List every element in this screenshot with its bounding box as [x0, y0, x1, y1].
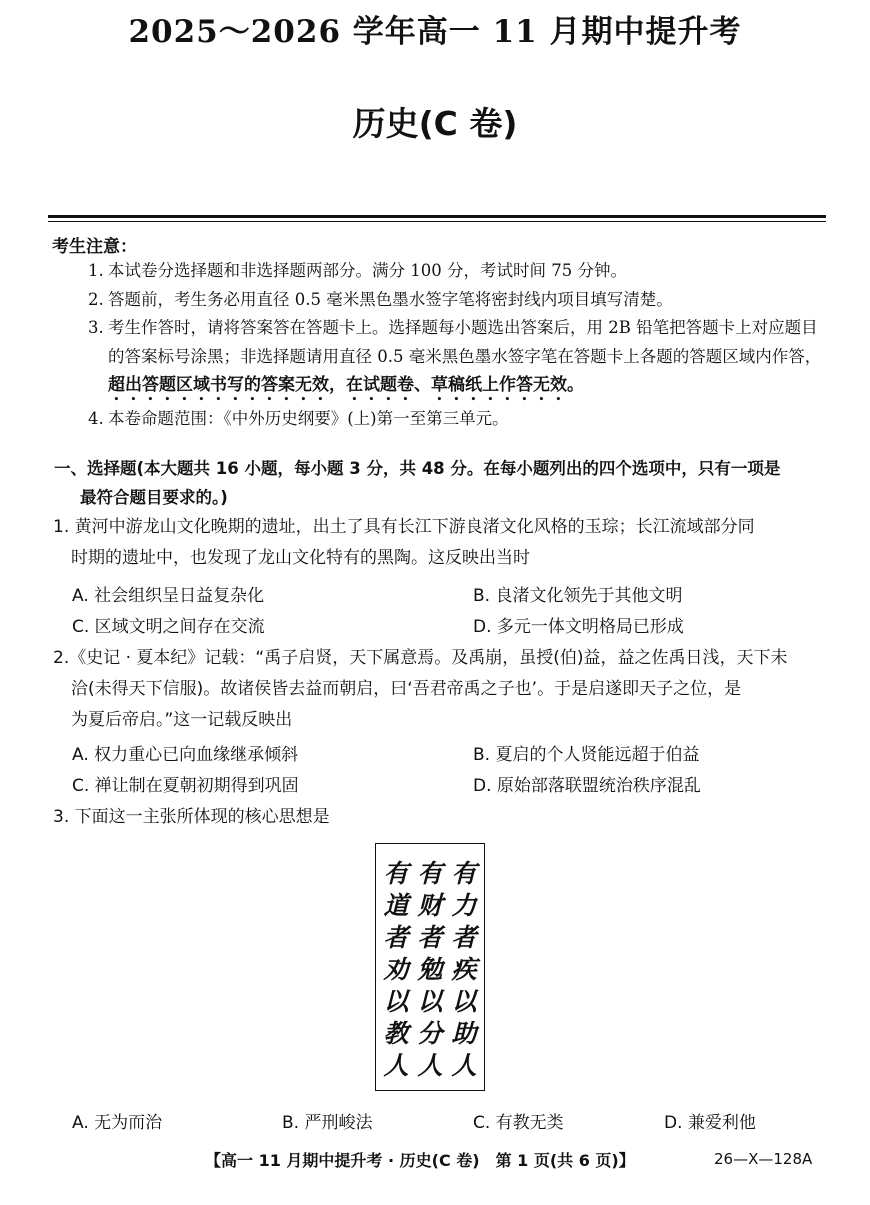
notice-item: [88, 405, 828, 434]
question-2-line3: 为夏后帝启。”这一记载反映出: [71, 710, 293, 730]
question-2-option-d[interactable]: D. 原始部落联盟统治秩序混乱: [473, 776, 701, 796]
question-3-option-c[interactable]: C. 有教无类: [473, 1113, 564, 1133]
notice-emphasis: 超出答题区域书写的答案无效，在试题卷、草稿纸上作答无效。: [108, 375, 584, 395]
question-2-line2: 洽(未得天下信服)。故诸侯皆去益而朝启，曰‘吾君帝禹之子也’。于是启遂即天子之位，是: [71, 679, 742, 699]
question-3-option-b[interactable]: B. 严刑峻法: [282, 1113, 373, 1133]
notice-item-number: 1.: [88, 261, 104, 280]
notice-item: [88, 314, 828, 405]
notice-item-number: 2.: [88, 289, 104, 309]
subject-title: 历史(C 卷): [352, 104, 518, 143]
question-1-option-d[interactable]: D. 多元一体文明格局已形成: [473, 617, 684, 637]
question-1-option-a[interactable]: A. 社会组织呈日益复杂化: [72, 586, 265, 606]
question-1-option-c[interactable]: C. 区域文明之间存在交流: [72, 617, 265, 637]
notice-item-text: 本试卷分选择题和非选择题两部分。满分 100 分，考试时间 75 分钟。: [108, 261, 627, 280]
question-2-line1: 2.《史记 · 夏本纪》记载：“禹子启贤，天下属意焉。及禹崩，虽授(伯)益，益之佐禹日浅，天下未: [53, 648, 788, 668]
question-2-stem: [53, 643, 828, 736]
notice-list: [88, 257, 828, 434]
calligraphy-image: [375, 843, 485, 1091]
question-1-line2: 时期的遗址中，也发现了龙山文化特有的黑陶。这反映出当时: [71, 548, 530, 568]
question-3-stem: [53, 802, 828, 833]
notice-item: [88, 257, 828, 286]
notice-item-text: 本卷命题范围：《中外历史纲要》(上)第一至第三单元。: [108, 409, 509, 428]
section-heading-line2: 最符合题目要求的。): [80, 488, 228, 507]
section-heading: [54, 454, 830, 512]
calligraphy-column-3: 有道者劝以教人: [383, 859, 409, 1080]
question-2-option-a[interactable]: A. 权力重心已向血缘继承倾斜: [72, 745, 299, 765]
notice-item: [88, 286, 828, 315]
question-2: [53, 643, 828, 736]
question-1-option-b[interactable]: B. 良渚文化领先于其他文明: [473, 586, 683, 606]
question-2-option-b[interactable]: B. 夏启的个人贤能远超于伯益: [473, 745, 700, 765]
paper-code: 26—X—128A: [714, 1150, 813, 1168]
notice-item-number: 3.: [88, 318, 104, 337]
page-footer: 【高一 11 月期中提升考 · 历史(C 卷) 第 1 页(共 6 页)】: [205, 1151, 635, 1170]
notice-item-number: 4.: [88, 409, 104, 428]
question-3-option-a[interactable]: A. 无为而治: [72, 1113, 163, 1133]
notice-item-text: 考生作答时，请将答案答在答题卡上。选择题每小题选出答案后，用 2B 铅笔把答题卡上对应题目的答案标号涂黑；非选择题请用直径 0.5 毫米黑色墨水签字笔在答题卡上各题的答题区域内作答，: [108, 318, 822, 366]
header-rule-thick: [48, 215, 826, 218]
question-2-option-c[interactable]: C. 禅让制在夏朝初期得到巩固: [72, 776, 299, 796]
question-3-option-d[interactable]: D. 兼爱利他: [664, 1113, 756, 1133]
question-3: [53, 802, 828, 833]
question-1: [53, 512, 828, 574]
section-heading-line1: 一、选择题(本大题共 16 小题，每小题 3 分，共 48 分。在每小题列出的四个选项中，只有一项是: [54, 459, 781, 478]
notice-item-text: 答题前，考生务必用直径 0.5 毫米黑色墨水签字笔将密封线内项目填写清楚。: [108, 289, 673, 309]
calligraphy-column-2: 有财者勉以分人: [417, 859, 443, 1080]
exam-title: 2025～2026 学年高一 11 月期中提升考: [128, 14, 742, 50]
question-1-stem: [53, 512, 828, 574]
notice-heading: 考生注意：: [52, 237, 137, 257]
question-3-line1: 3. 下面这一主张所体现的核心思想是: [53, 807, 330, 827]
question-1-line1: 1. 黄河中游龙山文化晚期的遗址，出土了具有长江下游良渚文化风格的玉琮；长江流域部分同: [53, 517, 755, 537]
calligraphy-column-1: 有力者疾以助人: [451, 859, 477, 1080]
header-rule-thin: [48, 221, 826, 222]
